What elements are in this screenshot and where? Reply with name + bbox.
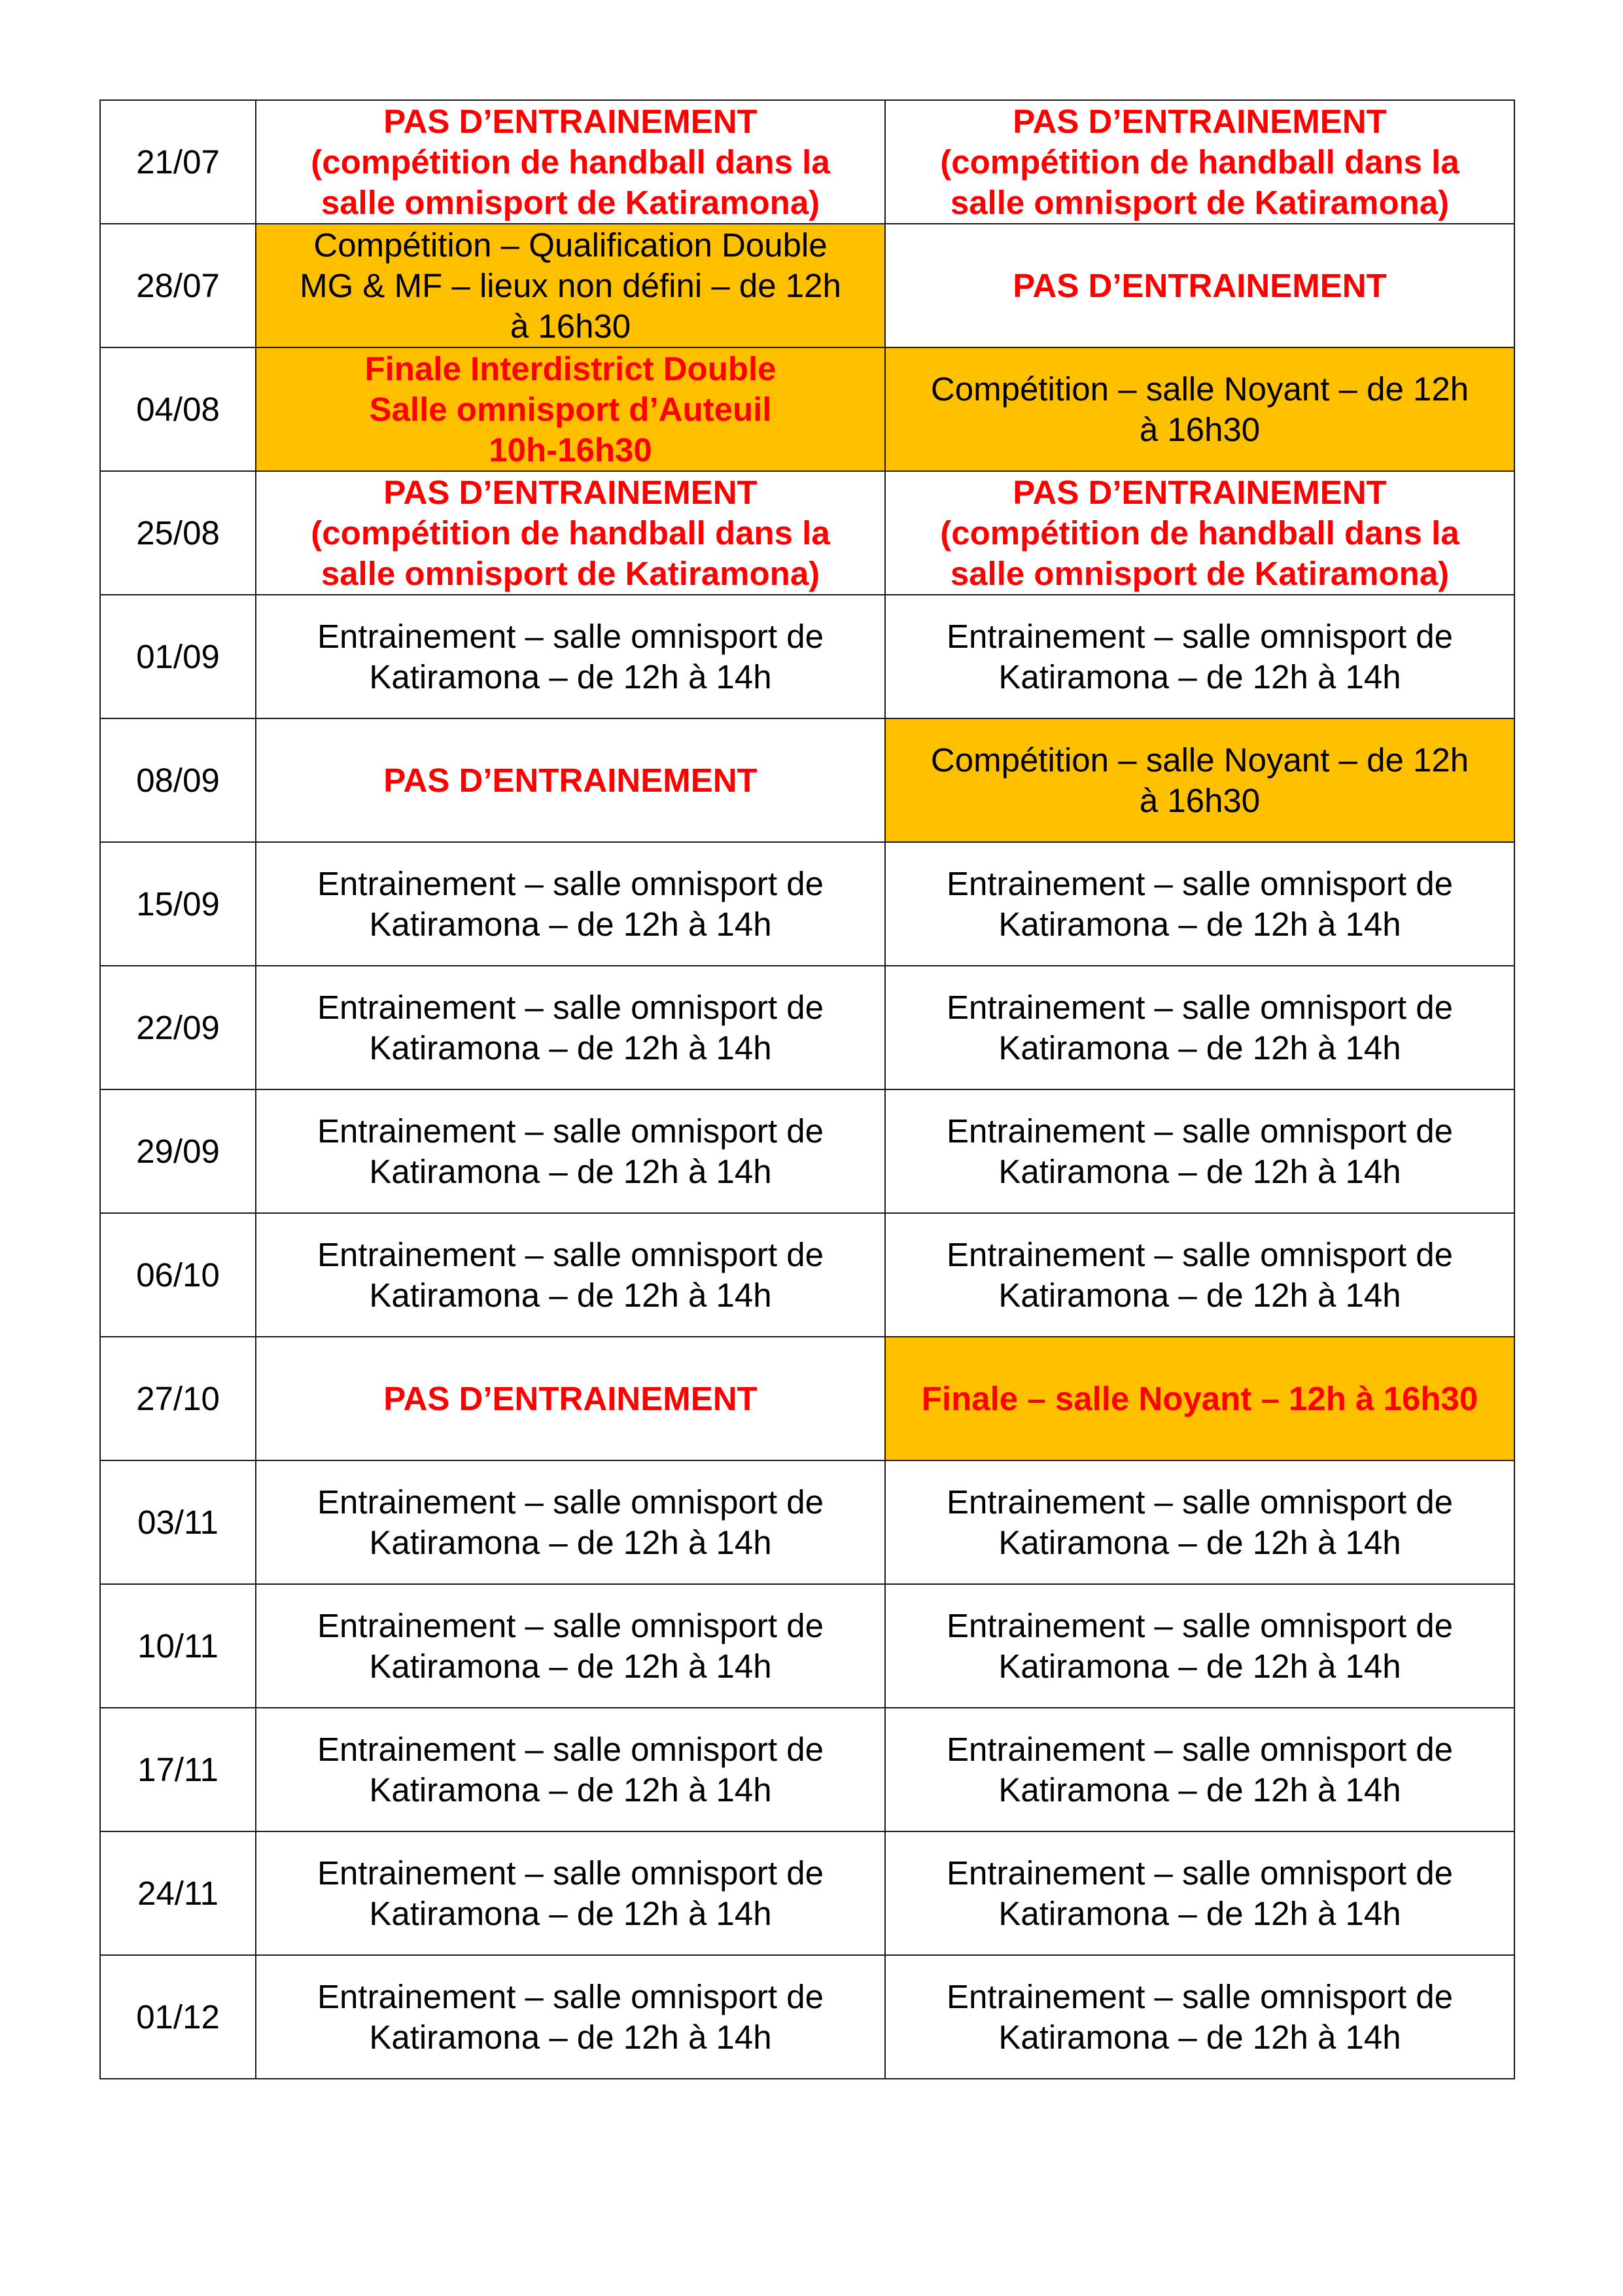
- event-text-line: Katiramona – de 12h à 14h: [369, 1771, 772, 1809]
- event-cell-second: [885, 1089, 1514, 1213]
- table-row: [100, 595, 1514, 718]
- event-text-line: salle omnisport de Katiramona): [321, 183, 820, 221]
- event-cell-first: [256, 1460, 885, 1584]
- event-cell-second: [885, 1337, 1514, 1460]
- date-cell: 01/12: [100, 1955, 256, 2079]
- table-row: [100, 1831, 1514, 1955]
- event-text-line: Compétition – salle Noyant – de 12h: [930, 370, 1469, 408]
- event-text-line: Entrainement – salle omnisport de: [947, 1977, 1453, 2015]
- event-text-line: PAS D’ENTRAINEMENT: [383, 473, 758, 511]
- event-text-line: (compétition de handball dans la: [311, 143, 830, 181]
- event-text-line: Entrainement – salle omnisport de: [947, 1854, 1453, 1892]
- event-cell-first: [256, 966, 885, 1089]
- event-cell-first: [256, 1955, 885, 2079]
- event-text-line: Katiramona – de 12h à 14h: [369, 1276, 772, 1314]
- event-cell-first: [256, 1584, 885, 1708]
- event-text-line: Entrainement – salle omnisport de: [317, 1730, 824, 1768]
- event-text-line: Katiramona – de 12h à 14h: [998, 1523, 1401, 1561]
- event-text-line: Katiramona – de 12h à 14h: [369, 1523, 772, 1561]
- event-text-line: Katiramona – de 12h à 14h: [998, 905, 1401, 943]
- schedule-table: [99, 99, 1515, 2079]
- event-text-line: Entrainement – salle omnisport de: [317, 1977, 824, 2015]
- event-text-line: Katiramona – de 12h à 14h: [998, 658, 1401, 696]
- event-text-line: Entrainement – salle omnisport de: [317, 1112, 824, 1150]
- date-cell: 01/09: [100, 595, 256, 718]
- event-cell-second: [885, 471, 1514, 595]
- event-text-line: PAS D’ENTRAINEMENT: [1013, 102, 1387, 140]
- date-cell: 27/10: [100, 1337, 256, 1460]
- event-text-line: PAS D’ENTRAINEMENT: [383, 102, 758, 140]
- event-cell-first: [256, 100, 885, 224]
- event-text-line: Katiramona – de 12h à 14h: [998, 1029, 1401, 1067]
- event-text-line: (compétition de handball dans la: [940, 143, 1459, 181]
- event-text-line: Katiramona – de 12h à 14h: [998, 1647, 1401, 1685]
- event-text-line: Entrainement – salle omnisport de: [317, 864, 824, 902]
- event-cell-second: [885, 718, 1514, 842]
- event-text-line: Finale – salle Noyant – 12h à 16h30: [921, 1379, 1478, 1417]
- event-text-line: Entrainement – salle omnisport de: [947, 1235, 1453, 1273]
- date-cell: 29/09: [100, 1089, 256, 1213]
- date-cell: 06/10: [100, 1213, 256, 1337]
- event-text-line: Entrainement – salle omnisport de: [947, 1730, 1453, 1768]
- table-row: [100, 224, 1514, 347]
- table-row: [100, 471, 1514, 595]
- event-text-line: Entrainement – salle omnisport de: [317, 1854, 824, 1892]
- event-text-line: Salle omnisport d’Auteuil: [369, 390, 772, 428]
- event-cell-first: [256, 1831, 885, 1955]
- event-text-line: Entrainement – salle omnisport de: [317, 617, 824, 655]
- event-text-line: Entrainement – salle omnisport de: [947, 1112, 1453, 1150]
- table-row: [100, 1955, 1514, 2079]
- event-text-line: à 16h30: [1139, 781, 1261, 819]
- event-text-line: Entrainement – salle omnisport de: [317, 1483, 824, 1521]
- event-text-line: Compétition – salle Noyant – de 12h: [930, 741, 1469, 779]
- event-text-line: Katiramona – de 12h à 14h: [369, 2018, 772, 2056]
- event-cell-first: [256, 1213, 885, 1337]
- event-text-line: à 16h30: [510, 307, 631, 345]
- event-text-line: Katiramona – de 12h à 14h: [369, 658, 772, 696]
- event-text-line: PAS D’ENTRAINEMENT: [383, 761, 758, 799]
- event-text-line: Katiramona – de 12h à 14h: [369, 1152, 772, 1190]
- event-text-line: salle omnisport de Katiramona): [321, 554, 820, 592]
- event-cell-first: [256, 224, 885, 347]
- event-text-line: PAS D’ENTRAINEMENT: [1013, 266, 1387, 304]
- table-row: [100, 100, 1514, 224]
- table-row: [100, 347, 1514, 471]
- date-cell: 17/11: [100, 1708, 256, 1831]
- event-text-line: Entrainement – salle omnisport de: [317, 1235, 824, 1273]
- table-row: [100, 1213, 1514, 1337]
- event-cell-second: [885, 1708, 1514, 1831]
- table-row: [100, 1089, 1514, 1213]
- event-cell-first: [256, 1337, 885, 1460]
- event-cell-second: [885, 1955, 1514, 2079]
- event-cell-second: [885, 224, 1514, 347]
- event-text-line: 10h-16h30: [489, 431, 652, 468]
- table-row: [100, 1708, 1514, 1831]
- table-row: [100, 842, 1514, 966]
- event-text-line: Entrainement – salle omnisport de: [947, 988, 1453, 1026]
- event-text-line: Katiramona – de 12h à 14h: [998, 1771, 1401, 1809]
- event-text-line: Compétition – Qualification Double: [313, 226, 828, 264]
- event-text-line: Katiramona – de 12h à 14h: [369, 905, 772, 943]
- date-cell: 04/08: [100, 347, 256, 471]
- event-text-line: Katiramona – de 12h à 14h: [998, 2018, 1401, 2056]
- event-text-line: PAS D’ENTRAINEMENT: [1013, 473, 1387, 511]
- date-cell: 24/11: [100, 1831, 256, 1955]
- event-cell-first: [256, 1708, 885, 1831]
- event-text-line: salle omnisport de Katiramona): [950, 183, 1450, 221]
- date-cell: 21/07: [100, 100, 256, 224]
- event-cell-first: [256, 471, 885, 595]
- event-text-line: Katiramona – de 12h à 14h: [998, 1276, 1401, 1314]
- event-cell-second: [885, 842, 1514, 966]
- date-cell: 10/11: [100, 1584, 256, 1708]
- event-cell-first: [256, 718, 885, 842]
- event-text-line: Entrainement – salle omnisport de: [947, 864, 1453, 902]
- event-text-line: Katiramona – de 12h à 14h: [998, 1152, 1401, 1190]
- event-cell-second: [885, 595, 1514, 718]
- event-text-line: Entrainement – salle omnisport de: [947, 617, 1453, 655]
- event-text-line: PAS D’ENTRAINEMENT: [383, 1379, 758, 1417]
- event-text-line: Katiramona – de 12h à 14h: [369, 1029, 772, 1067]
- table-row: [100, 1584, 1514, 1708]
- event-text-line: (compétition de handball dans la: [311, 514, 830, 552]
- date-cell: 22/09: [100, 966, 256, 1089]
- event-text-line: Entrainement – salle omnisport de: [947, 1483, 1453, 1521]
- table-row: [100, 1337, 1514, 1460]
- table-row: [100, 1460, 1514, 1584]
- event-cell-first: [256, 595, 885, 718]
- event-text-line: Katiramona – de 12h à 14h: [369, 1894, 772, 1932]
- event-text-line: salle omnisport de Katiramona): [950, 554, 1450, 592]
- date-cell: 28/07: [100, 224, 256, 347]
- table-row: [100, 718, 1514, 842]
- event-cell-second: [885, 347, 1514, 471]
- date-cell: 03/11: [100, 1460, 256, 1584]
- schedule-body: [100, 100, 1514, 2079]
- event-cell-second: [885, 1831, 1514, 1955]
- event-text-line: Katiramona – de 12h à 14h: [998, 1894, 1401, 1932]
- event-cell-second: [885, 100, 1514, 224]
- event-cell-second: [885, 1460, 1514, 1584]
- date-cell: 15/09: [100, 842, 256, 966]
- event-cell-second: [885, 1213, 1514, 1337]
- date-cell: 25/08: [100, 471, 256, 595]
- event-text-line: à 16h30: [1139, 410, 1261, 448]
- event-cell-first: [256, 842, 885, 966]
- event-text-line: Katiramona – de 12h à 14h: [369, 1647, 772, 1685]
- event-text-line: (compétition de handball dans la: [940, 514, 1459, 552]
- event-cell-second: [885, 1584, 1514, 1708]
- table-row: [100, 966, 1514, 1089]
- event-cell-first: [256, 347, 885, 471]
- date-cell: 08/09: [100, 718, 256, 842]
- event-text-line: Entrainement – salle omnisport de: [317, 988, 824, 1026]
- event-text-line: Finale Interdistrict Double: [364, 349, 777, 387]
- event-cell-first: [256, 1089, 885, 1213]
- event-cell-second: [885, 966, 1514, 1089]
- event-text-line: Entrainement – salle omnisport de: [947, 1606, 1453, 1644]
- event-text-line: MG & MF – lieux non défini – de 12h: [300, 266, 841, 304]
- event-text-line: Entrainement – salle omnisport de: [317, 1606, 824, 1644]
